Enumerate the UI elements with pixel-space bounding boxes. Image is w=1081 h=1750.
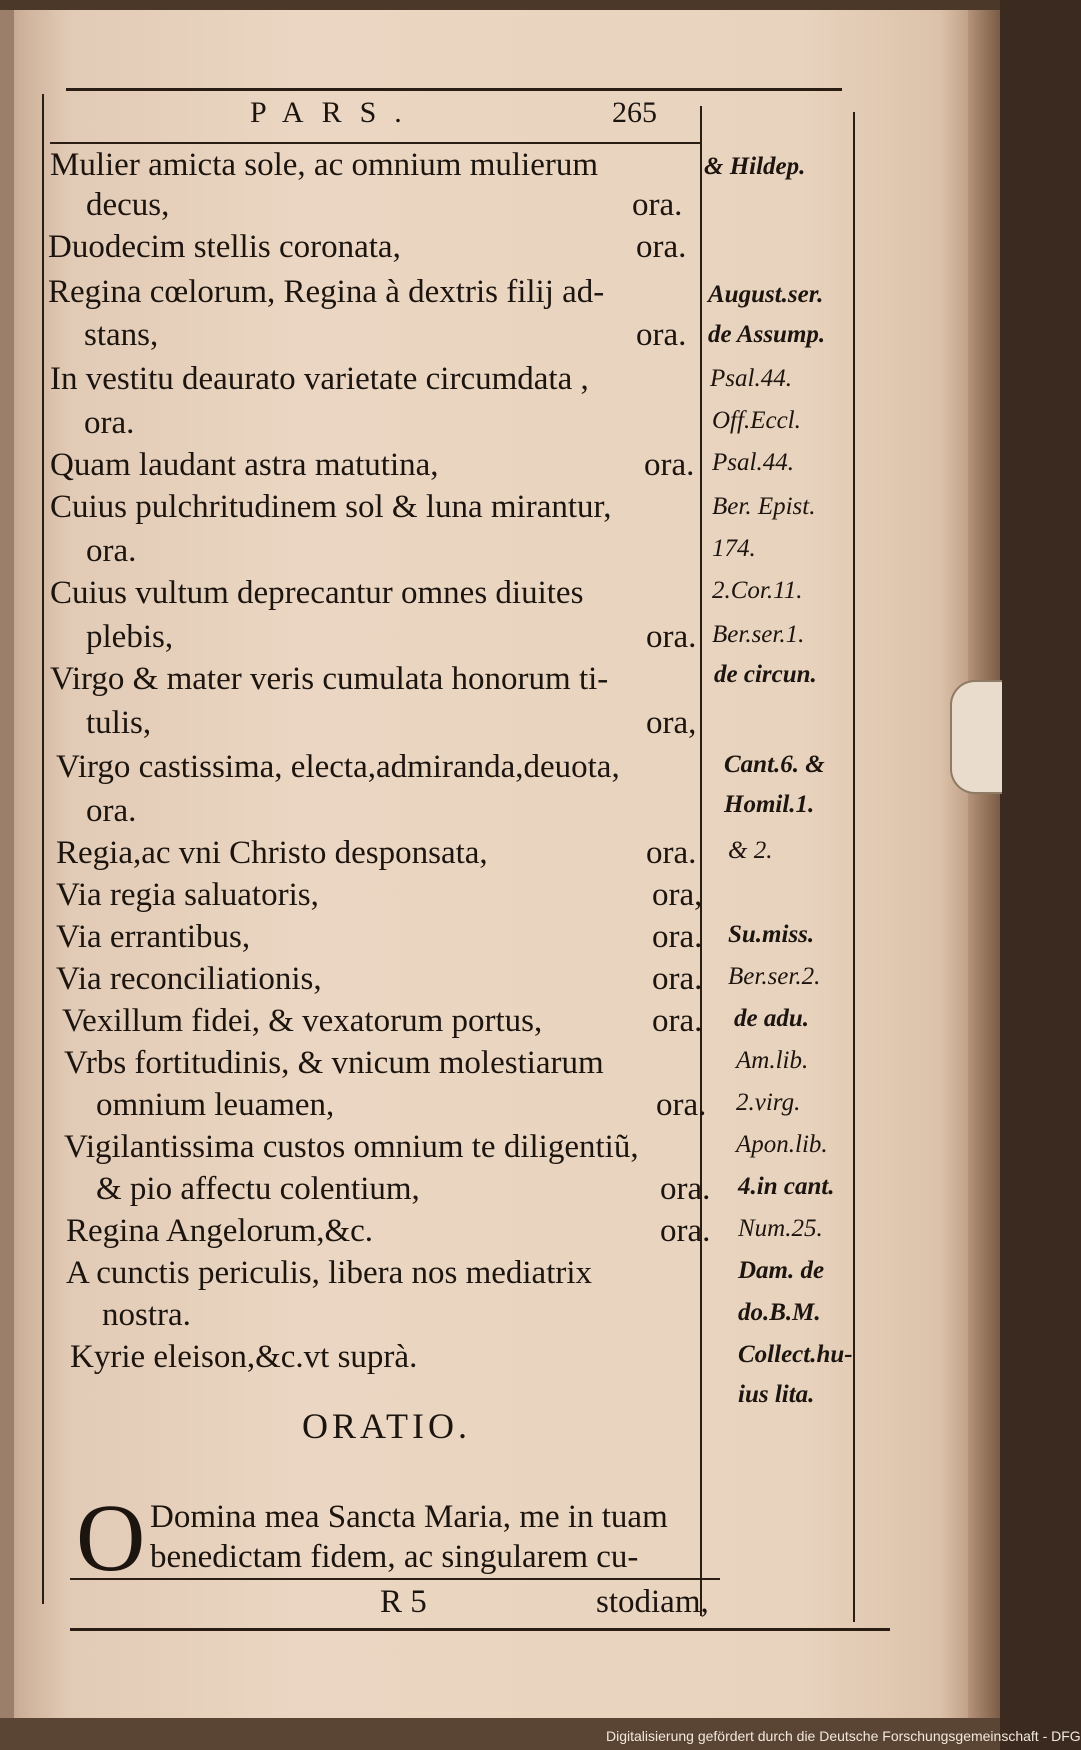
text-line: ora. bbox=[84, 405, 135, 441]
margin-note: Ber.ser.1. bbox=[712, 621, 805, 648]
header-rule bbox=[50, 142, 700, 144]
text-line: decus, bbox=[86, 187, 170, 223]
margin-note: Psal.44. bbox=[712, 449, 794, 476]
text-line: Virgo & mater veris cumulata honorum ti- bbox=[50, 661, 609, 697]
margin-note: Num.25. bbox=[738, 1215, 823, 1242]
margin-note: 2.Cor.11. bbox=[712, 577, 803, 604]
ora-response: ora. bbox=[644, 447, 695, 483]
scan-edge-right bbox=[968, 10, 1000, 1718]
text-line: Regia,ac vni Christo desponsata, bbox=[56, 835, 488, 871]
text-line: stans, bbox=[84, 317, 159, 353]
margin-note: & 2. bbox=[728, 837, 773, 864]
margin-note: 174. bbox=[712, 535, 756, 562]
text-line: Via regia saluatoris, bbox=[56, 877, 319, 913]
margin-note: Cant.6. & bbox=[724, 751, 825, 778]
ora-response: ora. bbox=[636, 317, 687, 353]
ora-response: ora, bbox=[652, 877, 703, 913]
margin-note: Dam. de bbox=[738, 1257, 825, 1284]
ora-response: ora. bbox=[646, 835, 697, 871]
text-line: Regina cœlorum, Regina à dextris filij ad- bbox=[48, 274, 605, 310]
margin-note: Am.lib. bbox=[736, 1047, 809, 1074]
text-line: Via errantibus, bbox=[56, 919, 251, 955]
oratio-line: benedictam fidem, ac singularem cu- bbox=[150, 1539, 639, 1575]
margin-note: Su.miss. bbox=[728, 921, 815, 948]
ora-response: ora, bbox=[646, 705, 697, 741]
text-line: Cuius pulchritudinem sol & luna mirantur, bbox=[50, 489, 612, 525]
margin-note: ius lita. bbox=[738, 1381, 815, 1408]
text-line: In vestitu deaurato varietate circumdata , bbox=[50, 361, 589, 397]
margin-note: 4.in cant. bbox=[738, 1173, 835, 1200]
margin-note: Ber.ser.2. bbox=[728, 963, 821, 990]
text-line: A cunctis periculis, libera nos mediatrix bbox=[66, 1255, 593, 1291]
ora-response: ora. bbox=[652, 919, 703, 955]
oratio-heading: ORATIO. bbox=[302, 1406, 471, 1446]
text-line: Cuius vultum deprecantur omnes diuites bbox=[50, 575, 584, 611]
text-line: tulis, bbox=[86, 705, 152, 741]
ora-response: ora. bbox=[660, 1171, 711, 1207]
drop-initial: O bbox=[76, 1484, 146, 1591]
ora-response: ora. bbox=[660, 1213, 711, 1249]
frame-rule-bottom bbox=[70, 1628, 890, 1631]
digitization-credit: Digitalisierung gefördert durch die Deutsche Forschungsgemeinschaft - DFG bbox=[606, 1728, 1081, 1744]
text-line: plebis, bbox=[86, 619, 174, 655]
ora-response: ora. bbox=[656, 1087, 707, 1123]
page-number: 265 bbox=[612, 96, 657, 129]
text-line: Via reconciliationis, bbox=[56, 961, 322, 997]
margin-note: de adu. bbox=[734, 1005, 809, 1032]
text-line: Vigilantissima custos omnium te diligentiũ, bbox=[64, 1129, 639, 1165]
oratio-line: Domina mea Sancta Maria, me in tuam bbox=[150, 1499, 668, 1535]
text-line: Regina Angelorum,&c. bbox=[66, 1213, 374, 1249]
frame-rule-right bbox=[853, 112, 855, 1622]
margin-note: 2.virg. bbox=[736, 1089, 801, 1116]
signature-mark: R 5 bbox=[380, 1584, 427, 1620]
ora-response: ora. bbox=[652, 961, 703, 997]
text-line: ora. bbox=[86, 533, 137, 569]
text-line: omnium leuamen, bbox=[96, 1087, 335, 1123]
text-line: Vrbs fortitudinis, & vnicum molestiarum bbox=[64, 1045, 604, 1081]
margin-note: Apon.lib. bbox=[736, 1131, 828, 1158]
ora-response: ora. bbox=[632, 187, 683, 223]
ora-response: ora. bbox=[646, 619, 697, 655]
margin-note: & Hildep. bbox=[704, 153, 806, 180]
scan-edge-left bbox=[0, 10, 14, 1718]
margin-note: de circun. bbox=[714, 661, 817, 688]
margin-note: Off.Eccl. bbox=[712, 407, 801, 434]
frame-rule-top bbox=[66, 88, 842, 91]
text-line: Virgo castissima, electa,admiranda,deuota, bbox=[56, 749, 620, 785]
frame-rule-left bbox=[42, 94, 44, 1604]
running-head: PARS. bbox=[250, 96, 420, 129]
clasp-tab bbox=[950, 680, 1002, 794]
margin-note: August.ser. bbox=[708, 281, 824, 308]
text-line: Quam laudant astra matutina, bbox=[50, 447, 439, 483]
column-divider bbox=[700, 106, 702, 1616]
text-line: ora. bbox=[86, 793, 137, 829]
text-line: Duodecim stellis coronata, bbox=[48, 229, 401, 265]
catchword: stodiam, bbox=[596, 1584, 709, 1620]
scan-edge-top bbox=[0, 0, 1000, 10]
text-line: & pio affectu colentium, bbox=[96, 1171, 420, 1207]
text-line: Mulier amicta sole, ac omnium mulierum bbox=[50, 147, 599, 183]
margin-note: Psal.44. bbox=[710, 365, 792, 392]
text-line: Vexillum fidei, & vexatorum portus, bbox=[62, 1003, 543, 1039]
text-line: nostra. bbox=[102, 1297, 191, 1333]
footer-rule bbox=[70, 1578, 720, 1580]
margin-note: Collect.hu- bbox=[738, 1341, 853, 1368]
ora-response: ora. bbox=[636, 229, 687, 265]
margin-note: Homil.1. bbox=[724, 791, 815, 818]
ora-response: ora. bbox=[652, 1003, 703, 1039]
text-line: Kyrie eleison,&c.vt suprà. bbox=[70, 1339, 418, 1375]
margin-note: do.B.M. bbox=[738, 1299, 821, 1326]
margin-note: Ber. Epist. bbox=[712, 493, 816, 520]
margin-note: de Assump. bbox=[708, 321, 826, 348]
